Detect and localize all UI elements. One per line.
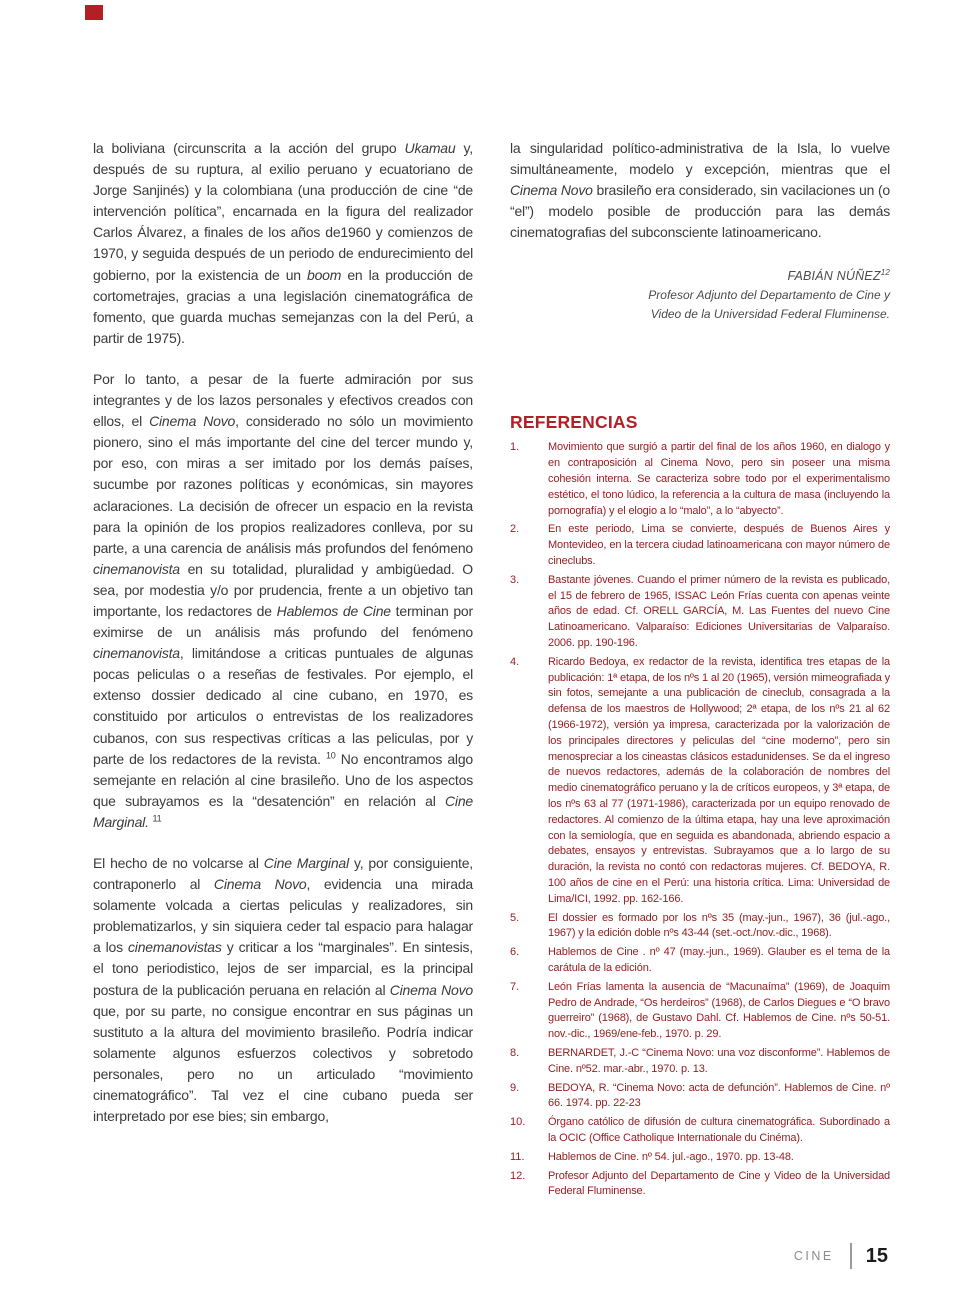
- body-paragraph: Por lo tanto, a pesar de la fuerte admiración por sus integrantes y de los lazos personales y efectivos creados con ellos, el Cinema Novo, considerado no sólo un movimiento pionero, sino el más importante del cine del tercer mundo y, por eso, con miras a ser imitado por los demás países, sucumbe por razones políticas y económicas, sin mayores aclaraciones. La decisión de ofrecer un espacio en la revista para la opinión de los propios realizadores conlleva, por su parte, a una carencia de análisis más profundos del fenómeno cinemanovista en su totalidad, pluralidad y ambigüedad. O sea, por modestia y/o por prudencia, frente a un objetivo tan importante, los redactores de Hablemos de Cine terminan por eximirse de un análisis más profundo del fenómeno cinemanovista, limitándose a criticas puntuales de algunas pocas peliculas o a reseñas de festivales. Por ejemplo, el extenso dossier dedicado al cine cubano, en 1970, es constituido por articulos o entrevistas de los realizadores cubanos, con sus respectivas críticas a las peliculas, por y parte de los redactores de la revista. $^{10}$ No encontramos algo semejante en relación al cine brasileño. Uno de los aspectos que subrayamos es la “desatención” en relación al Cine Marginal. $^{11}$: [93, 370, 474, 830]
- author-name: FABIÁN NÚÑEZ$^{12}$: [787, 268, 890, 284]
- references-list: [510, 440, 890, 1200]
- corner-accent-mark: [85, 5, 103, 20]
- left-text-column: [93, 138, 473, 1147]
- reference-item: [510, 440, 890, 519]
- reference-number: 12.: [510, 1169, 526, 1182]
- reference-text: Órgano católico de difusión de cultura cinematográfica. Subordinado a la OCIC (Office Catholique Internationale du Cinéma).: [548, 1116, 890, 1144]
- reference-text: Bastante jóvenes. Cuando el primer número de la revista es publicado, el 15 de febrero de 1965, ISSAC León Frías cuenta con apenas veinte años de edad. Cf. ORELL GARCÍA, M. Las Fuentes del nuevo Cine Latinoamericano. Valparaíso: Ediciones Universitarias de Valparaíso. 2006. pp. 190-196.: [548, 573, 890, 650]
- author-attribution: [510, 267, 890, 324]
- reference-item: [510, 1081, 890, 1113]
- reference-number: 7.: [510, 980, 520, 993]
- reference-number: 3.: [510, 573, 520, 586]
- reference-text: Movimiento que surgió a partir del final de los años 1960, en dialogo y en contraposición al Cinema Novo, pero sin poseer una misma cohesión interna. Se caracteriza sobre todo por el experimentalismo estético, el tono lúdico, la referencia a la cultura de masa (incluyendo la pornografía) y el elogio a lo “malo”, a lo “abyecto”.: [548, 441, 890, 517]
- footer-divider: [850, 1243, 852, 1269]
- reference-text: Hablemos de Cine . nº 47 (may.-jun., 1969). Glauber es el tema de la carátula de la edición.: [548, 946, 890, 974]
- reference-number: 9.: [510, 1081, 520, 1094]
- references-heading: REFERENCIAS: [510, 412, 638, 433]
- reference-number: 10.: [510, 1116, 526, 1129]
- reference-text: Ricardo Bedoya, ex redactor de la revista, identifica tres etapas de la publicación: 1ª etapa, de los nºs 1 al 20 (1965), versión mimeografiada y sin fotos, semejante a una publicación de cineclub, consagrada a la defensa de los maestros de Hollywood; 2ª etapa, de los nºs 21 al 62 (1966-1972), versión ya impresa, caracterizada por la valorización de los principales directores y peliculas del “cine moderno”, pero sin menospreciar a los cineastas clásicos estadunidenses. Se da el ingreso de nuevos redactores, además de la colaboración de nombres del medio cinematográfico peruano y la de críticos europeos, y 3ª etapa, de los nºs 63 al 77 (1971-1986), caracterizada por un equipo renovado de redactores. Al comienzo de la última etapa, hay una leve aproximación con la semiología, que en seguida es abandonada, abriendo espacio a debates, ensayos y entrevistas. Subrayamos que a lo largo de su duración, la revista no contó con redactoras mujeres. Cf. BEDOYA, R. 100 años de cine en el Perú: una historia crítica. Lima: Universidad de Lima/ICI, 1992. pp. 162-166.: [548, 655, 891, 905]
- reference-number: 8.: [510, 1046, 520, 1059]
- reference-item: [510, 945, 890, 977]
- reference-item: [510, 1046, 890, 1078]
- reference-number: 6.: [510, 946, 520, 959]
- reference-item: [510, 1169, 890, 1201]
- reference-item: [510, 573, 890, 652]
- author-role-line: Video de la Universidad Federal Fluminense.: [650, 307, 890, 322]
- reference-number: 11.: [510, 1150, 525, 1163]
- page-footer: [794, 1243, 888, 1269]
- author-role-line: Profesor Adjunto del Departamento de Cine y: [648, 288, 890, 303]
- reference-text: El dossier es formado por los nºs 35 (may.-jun., 1967), 36 (jul.-ago., 1967) y la edición doble nºs 43-44 (set.-oct./nov.-dic., 1968).: [548, 911, 890, 940]
- reference-item: [510, 980, 890, 1043]
- body-paragraph: la singularidad político-administrativa de la Isla, lo vuelve simultáneamente, modelo y excepción, mientras que el Cinema Novo brasileño era considerado, sin vacilaciones un (o “el”) modelo posible de producción para las demás cinematografias del subconsciente latinoamericano.: [510, 140, 890, 241]
- reference-item: [510, 911, 890, 943]
- references-section: [510, 412, 890, 1200]
- reference-item: [510, 1150, 890, 1166]
- footer-section-label: CINE: [793, 1249, 834, 1263]
- reference-number: 4.: [510, 655, 520, 668]
- reference-text: Hablemos de Cine. nº 54. jul.-ago., 1970. pp. 13-48.: [548, 1150, 794, 1163]
- reference-number: 1.: [510, 441, 520, 454]
- reference-text: BERNARDET, J.-C “Cinema Novo: una voz disconforme”. Hablemos de Cine. nº52. mar.-abr., 1970. p. 13.: [548, 1046, 890, 1075]
- reference-text: León Frías lamenta la ausencia de “Macunaíma” (1969), de Joaquim Pedro de Andrade, “Os herdeiros” (1968), de Carlos Diegues e “O bravo guerreiro” (1968), de Gustavo Dahl. Cf. Hablemos de Cine. nºs 50-51. nov.-dic., 1969/ene-feb., 1970. p. 29.: [548, 980, 890, 1041]
- reference-number: 5.: [510, 911, 520, 924]
- footer-page-number: 15: [865, 1244, 888, 1267]
- reference-item: [510, 655, 890, 908]
- reference-text: En este periodo, Lima se convierte, después de Buenos Aires y Montevideo, en la tercera ciudad latinoamericana con mayor número de cineclubs.: [548, 523, 890, 568]
- reference-text: Profesor Adjunto del Departamento de Cine y Video de la Universidad Federal Fluminense.: [548, 1169, 890, 1198]
- body-paragraph: El hecho de no volcarse al Cine Marginal y, por consiguiente, contraponerlo al Cinema Novo, evidencia una mirada solamente volcada a ciertas peliculas y realizadores, sin problematizarlos, y sin siquiera ceder tal espacio para halagar a los cinemanovistas y criticar a los “marginales”. En sintesis, el tono periodistico, lejos de ser imparcial, es la principal postura de la publicación peruana en relación al Cinema Novo que, por su parte, no consigue encontrar en sus páginas un sustituto a la altura del movimiento brasileño. Podría indicar solamente algunos esfuerzos colectivos y sobretodo personales, pero no un articulado “movimiento cinematográfico”. Tal vez el cine cubano pueda ser interpretado por ese bies; sin embargo,: [93, 855, 474, 1125]
- reference-number: 2.: [510, 523, 520, 536]
- reference-text: BEDOYA, R. “Cinema Novo: acta de defunción”. Hablemos de Cine. nº 66. 1974. pp. 22-23: [548, 1081, 890, 1110]
- reference-item: [510, 1115, 890, 1147]
- reference-item: [510, 522, 890, 569]
- body-paragraph: la boliviana (circunscrita a la acción del grupo Ukamau y, después de su ruptura, al exilio peruano y ecuatoriano de Jorge Sanjinés) y la colombiana (una producción de cine “de intervención política”, encarnada en la figura del realizador Carlos Álvarez, a finales de los años de1960 y comienzos de 1970, y seguida después de un periodo de endurecimiento del gobierno, por la existencia de un boom en la producción de cortometrajes, gracias a una legislación cinematográfica de fomento, que guarda muchas semejanzas con la del Perú, a partir de 1975).: [93, 140, 473, 346]
- right-text-column: [510, 138, 890, 1203]
